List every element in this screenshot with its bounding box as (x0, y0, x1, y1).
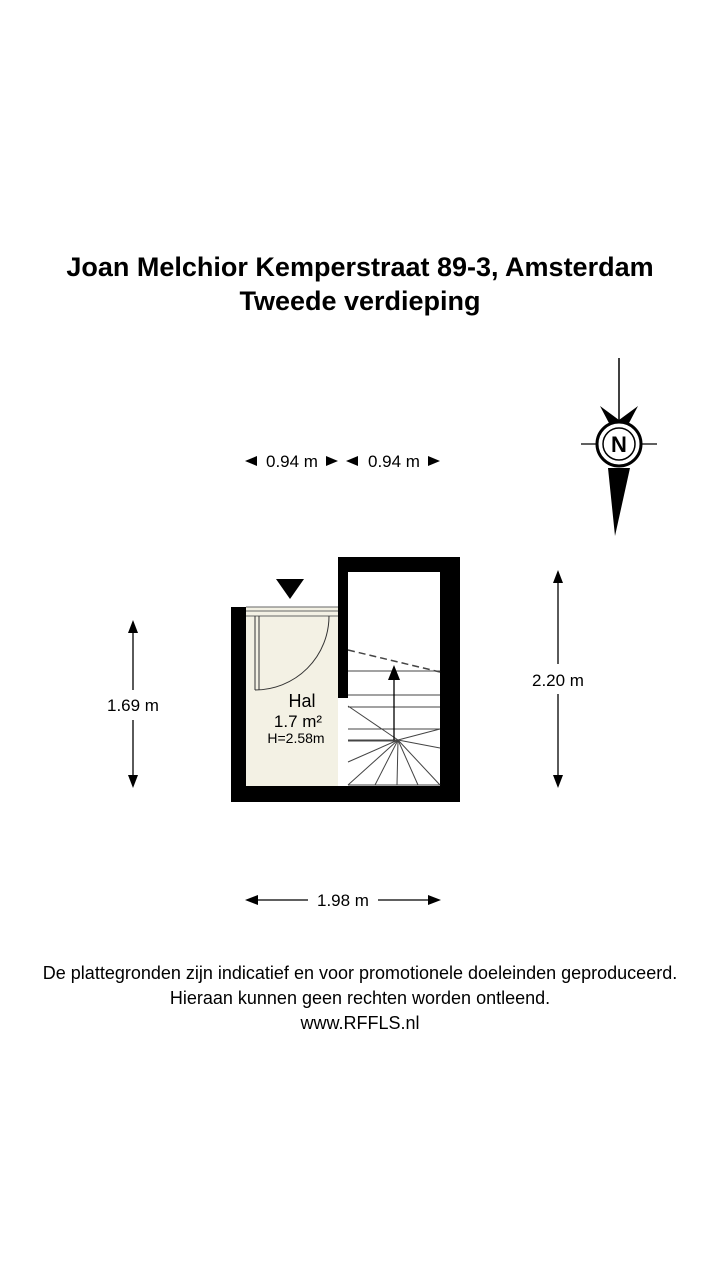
dimension-right (532, 570, 584, 788)
dimension-top (245, 452, 440, 471)
dimension-right-label: 2.20 m (532, 671, 584, 690)
dimension-bottom (245, 891, 441, 910)
dimension-bottom-label: 1.98 m (317, 891, 369, 910)
compass-label: N (611, 432, 627, 457)
disclaimer-line-2: Hieraan kunnen geen rechten worden ontleend. (169, 988, 551, 1008)
room-name: Hal (288, 691, 316, 711)
compass-icon (581, 358, 657, 536)
dimension-top-right: 0.94 m (368, 452, 420, 471)
stair-arrow-icon (388, 665, 400, 680)
room-height: H=2.58m (267, 730, 325, 746)
disclaimer-line-1: De plattegronden zijn indicatief en voor promotionele doeleinden geproduceerd. (42, 963, 678, 983)
dimension-left-label: 1.69 m (107, 696, 159, 715)
entrance-arrow-icon (276, 579, 304, 599)
floor-title: Tweede verdieping (239, 286, 481, 316)
address-title: Joan Melchior Kemperstraat 89-3, Amsterdam (66, 252, 654, 282)
room-area: 1.7 m² (273, 712, 323, 731)
disclaimer (0, 961, 720, 1036)
dimension-left (107, 620, 159, 788)
website-link[interactable]: www.RFFLS.nl (300, 1013, 420, 1033)
dimension-top-left: 0.94 m (266, 452, 318, 471)
